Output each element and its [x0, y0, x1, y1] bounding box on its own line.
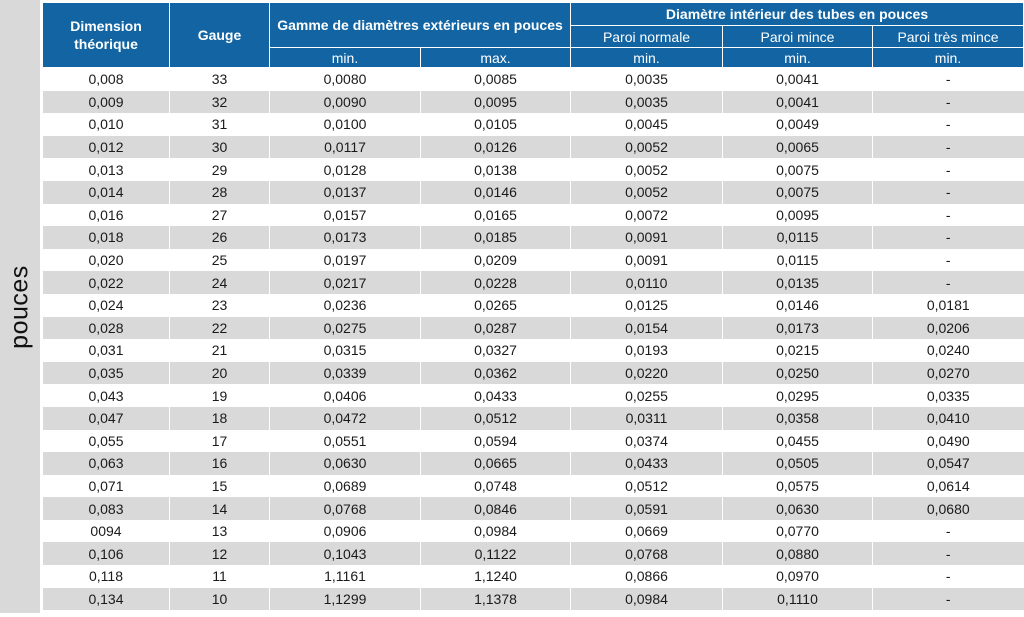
cell-od-min: 0,0275 [270, 317, 421, 340]
cell-gauge: 23 [170, 294, 270, 317]
cell-od-max: 0,0228 [421, 271, 571, 294]
cell-id-normal-min: 0,0768 [571, 542, 723, 565]
cell-id-normal-min: 0,0669 [571, 520, 723, 543]
cell-id-thin-min: 0,0146 [723, 294, 873, 317]
cell-nominal: 0,008 [43, 68, 170, 91]
cell-id-normal-min: 0,0125 [571, 294, 723, 317]
cell-od-max: 0,0105 [421, 113, 571, 136]
cell-nominal: 0,013 [43, 158, 170, 181]
cell-od-min: 0,0236 [270, 294, 421, 317]
header-wall-normal: Paroi normale [571, 26, 723, 48]
cell-id-extra-thin-min: - [873, 588, 1024, 611]
cell-od-min: 0,0768 [270, 497, 421, 520]
cell-id-thin-min: 0,0041 [723, 91, 873, 114]
cell-id-normal-min: 0,0255 [571, 384, 723, 407]
cell-od-min: 0,0472 [270, 407, 421, 430]
cell-nominal: 0,024 [43, 294, 170, 317]
cell-od-max: 0,0126 [421, 136, 571, 159]
cell-od-max: 0,0085 [421, 68, 571, 91]
cell-nominal: 0,134 [43, 588, 170, 611]
cell-id-extra-thin-min: 0,0680 [873, 497, 1024, 520]
cell-id-extra-thin-min: - [873, 565, 1024, 588]
table-row [43, 384, 1024, 407]
cell-od-max: 0,0095 [421, 91, 571, 114]
cell-od-min: 0,0197 [270, 249, 421, 272]
cell-od-min: 0,0406 [270, 384, 421, 407]
cell-od-min: 0,0906 [270, 520, 421, 543]
cell-id-thin-min: 0,0095 [723, 204, 873, 227]
cell-gauge: 29 [170, 158, 270, 181]
cell-id-thin-min: 0,0575 [723, 475, 873, 498]
table-row [43, 249, 1024, 272]
cell-gauge: 33 [170, 68, 270, 91]
cell-id-extra-thin-min: - [873, 204, 1024, 227]
header-od-max: max. [421, 48, 571, 68]
cell-od-max: 0,0165 [421, 204, 571, 227]
table-row [43, 362, 1024, 385]
cell-id-thin-min: 0,0115 [723, 226, 873, 249]
header-wall-thin: Paroi mince [723, 26, 873, 48]
cell-id-extra-thin-min: - [873, 136, 1024, 159]
table-row [43, 158, 1024, 181]
cell-id-thin-min: 0,0455 [723, 430, 873, 453]
cell-od-min: 0,0080 [270, 68, 421, 91]
cell-id-extra-thin-min: - [873, 113, 1024, 136]
cell-od-max: 0,0594 [421, 430, 571, 453]
cell-id-thin-min: 0,0250 [723, 362, 873, 385]
cell-id-normal-min: 0,0091 [571, 249, 723, 272]
cell-nominal: 0,018 [43, 226, 170, 249]
header-id-normal-min: min. [571, 48, 723, 68]
cell-id-thin-min: 0,0075 [723, 158, 873, 181]
cell-od-min: 0,0090 [270, 91, 421, 114]
cell-nominal: 0,014 [43, 181, 170, 204]
cell-id-normal-min: 0,0072 [571, 204, 723, 227]
cell-od-max: 0,0748 [421, 475, 571, 498]
cell-od-max: 0,0327 [421, 339, 571, 362]
cell-id-normal-min: 0,0154 [571, 317, 723, 340]
cell-nominal: 0,055 [43, 430, 170, 453]
cell-nominal: 0,083 [43, 497, 170, 520]
cell-od-max: 0,0984 [421, 520, 571, 543]
cell-od-min: 0,0117 [270, 136, 421, 159]
cell-gauge: 18 [170, 407, 270, 430]
table-row [43, 407, 1024, 430]
header-od-min: min. [270, 48, 421, 68]
cell-id-normal-min: 0,0052 [571, 158, 723, 181]
cell-od-max: 0,0265 [421, 294, 571, 317]
cell-gauge: 16 [170, 452, 270, 475]
table-row [43, 271, 1024, 294]
cell-id-normal-min: 0,0512 [571, 475, 723, 498]
cell-id-normal-min: 0,0035 [571, 91, 723, 114]
cell-id-extra-thin-min: 0,0410 [873, 407, 1024, 430]
cell-gauge: 13 [170, 520, 270, 543]
cell-id-extra-thin-min: 0,0181 [873, 294, 1024, 317]
table-row [43, 430, 1024, 453]
header-nominal: Dimension théorique [43, 3, 170, 68]
cell-nominal: 0,009 [43, 91, 170, 114]
cell-nominal: 0,028 [43, 317, 170, 340]
cell-od-max: 0,0665 [421, 452, 571, 475]
cell-id-extra-thin-min: - [873, 91, 1024, 114]
cell-id-thin-min: 0,0049 [723, 113, 873, 136]
cell-od-max: 0,0287 [421, 317, 571, 340]
cell-nominal: 0094 [43, 520, 170, 543]
cell-id-normal-min: 0,0591 [571, 497, 723, 520]
cell-gauge: 31 [170, 113, 270, 136]
cell-id-thin-min: 0,0630 [723, 497, 873, 520]
cell-nominal: 0,118 [43, 565, 170, 588]
cell-id-thin-min: 0,0173 [723, 317, 873, 340]
header-wall-extra-thin: Paroi très mince [873, 26, 1024, 48]
cell-id-normal-min: 0,0193 [571, 339, 723, 362]
table-row [43, 91, 1024, 114]
cell-id-extra-thin-min: - [873, 68, 1024, 91]
cell-id-thin-min: 0,0970 [723, 565, 873, 588]
cell-od-min: 0,0315 [270, 339, 421, 362]
cell-od-min: 0,0173 [270, 226, 421, 249]
cell-id-normal-min: 0,0220 [571, 362, 723, 385]
table-row [43, 588, 1024, 611]
table-row [43, 68, 1024, 91]
cell-od-min: 0,0689 [270, 475, 421, 498]
cell-od-max: 1,1240 [421, 565, 571, 588]
cell-nominal: 0,043 [43, 384, 170, 407]
cell-id-normal-min: 0,0433 [571, 452, 723, 475]
cell-id-extra-thin-min: - [873, 520, 1024, 543]
table-row [43, 136, 1024, 159]
table-row [43, 339, 1024, 362]
cell-id-thin-min: 0,0065 [723, 136, 873, 159]
table-row [43, 497, 1024, 520]
cell-id-thin-min: 0,0075 [723, 181, 873, 204]
tube-dimensions-table [42, 2, 1024, 610]
cell-gauge: 14 [170, 497, 270, 520]
table-row [43, 520, 1024, 543]
header-od-group: Gamme de diamètres extérieurs en pouces [270, 3, 571, 48]
header-gauge: Gauge [170, 3, 270, 68]
cell-gauge: 11 [170, 565, 270, 588]
cell-id-thin-min: 0,0295 [723, 384, 873, 407]
cell-gauge: 20 [170, 362, 270, 385]
cell-od-max: 0,0433 [421, 384, 571, 407]
table-row [43, 317, 1024, 340]
cell-id-extra-thin-min: - [873, 181, 1024, 204]
cell-od-min: 0,0137 [270, 181, 421, 204]
cell-gauge: 26 [170, 226, 270, 249]
cell-id-extra-thin-min: 0,0206 [873, 317, 1024, 340]
cell-od-max: 0,0846 [421, 497, 571, 520]
cell-gauge: 25 [170, 249, 270, 272]
header-id-extra-thin-min: min. [873, 48, 1024, 68]
header-id-group: Diamètre intérieur des tubes en pouces [571, 3, 1024, 26]
table-row [43, 204, 1024, 227]
cell-id-thin-min: 0,0135 [723, 271, 873, 294]
cell-gauge: 30 [170, 136, 270, 159]
cell-id-thin-min: 0,0358 [723, 407, 873, 430]
cell-od-min: 0,0551 [270, 430, 421, 453]
cell-nominal: 0,035 [43, 362, 170, 385]
unit-side-label [0, 0, 40, 613]
cell-nominal: 0,016 [43, 204, 170, 227]
table-row [43, 226, 1024, 249]
cell-od-min: 1,1161 [270, 565, 421, 588]
cell-nominal: 0,063 [43, 452, 170, 475]
cell-id-extra-thin-min: 0,0614 [873, 475, 1024, 498]
table-row [43, 452, 1024, 475]
cell-id-normal-min: 0,0110 [571, 271, 723, 294]
table-header [43, 3, 1024, 68]
table-row [43, 113, 1024, 136]
cell-id-normal-min: 0,0091 [571, 226, 723, 249]
cell-gauge: 12 [170, 542, 270, 565]
table-row [43, 542, 1024, 565]
cell-gauge: 21 [170, 339, 270, 362]
cell-id-extra-thin-min: - [873, 271, 1024, 294]
cell-id-normal-min: 0,0035 [571, 68, 723, 91]
cell-id-thin-min: 0,0770 [723, 520, 873, 543]
cell-od-min: 0,0100 [270, 113, 421, 136]
table-row [43, 475, 1024, 498]
cell-nominal: 0,106 [43, 542, 170, 565]
cell-id-extra-thin-min: 0,0490 [873, 430, 1024, 453]
cell-od-min: 0,0217 [270, 271, 421, 294]
cell-gauge: 17 [170, 430, 270, 453]
cell-id-normal-min: 0,0052 [571, 136, 723, 159]
cell-id-thin-min: 0,1110 [723, 588, 873, 611]
cell-gauge: 19 [170, 384, 270, 407]
cell-nominal: 0,010 [43, 113, 170, 136]
cell-gauge: 24 [170, 271, 270, 294]
cell-od-min: 1,1299 [270, 588, 421, 611]
cell-nominal: 0,071 [43, 475, 170, 498]
table-body [43, 68, 1024, 611]
table-row [43, 181, 1024, 204]
cell-id-normal-min: 0,0866 [571, 565, 723, 588]
cell-od-max: 0,0185 [421, 226, 571, 249]
cell-id-extra-thin-min: - [873, 249, 1024, 272]
cell-id-extra-thin-min: 0,0270 [873, 362, 1024, 385]
cell-gauge: 15 [170, 475, 270, 498]
cell-od-max: 0,0209 [421, 249, 571, 272]
cell-id-thin-min: 0,0505 [723, 452, 873, 475]
cell-id-thin-min: 0,0215 [723, 339, 873, 362]
cell-id-thin-min: 0,0041 [723, 68, 873, 91]
cell-od-min: 0,0128 [270, 158, 421, 181]
cell-id-normal-min: 0,0984 [571, 588, 723, 611]
cell-gauge: 32 [170, 91, 270, 114]
cell-od-min: 0,1043 [270, 542, 421, 565]
cell-nominal: 0,047 [43, 407, 170, 430]
cell-od-max: 0,0138 [421, 158, 571, 181]
cell-id-extra-thin-min: - [873, 542, 1024, 565]
cell-id-extra-thin-min: 0,0335 [873, 384, 1024, 407]
cell-id-extra-thin-min: - [873, 158, 1024, 181]
table-row [43, 294, 1024, 317]
table-row [43, 565, 1024, 588]
cell-id-thin-min: 0,0880 [723, 542, 873, 565]
cell-od-max: 0,0146 [421, 181, 571, 204]
cell-gauge: 22 [170, 317, 270, 340]
cell-nominal: 0,031 [43, 339, 170, 362]
cell-od-min: 0,0157 [270, 204, 421, 227]
cell-gauge: 28 [170, 181, 270, 204]
cell-id-extra-thin-min: 0,0240 [873, 339, 1024, 362]
cell-od-max: 1,1378 [421, 588, 571, 611]
cell-id-normal-min: 0,0052 [571, 181, 723, 204]
cell-od-max: 0,0362 [421, 362, 571, 385]
cell-od-max: 0,0512 [421, 407, 571, 430]
cell-gauge: 27 [170, 204, 270, 227]
cell-od-min: 0,0630 [270, 452, 421, 475]
cell-nominal: 0,012 [43, 136, 170, 159]
cell-od-max: 0,1122 [421, 542, 571, 565]
header-id-thin-min: min. [723, 48, 873, 68]
cell-id-extra-thin-min: 0,0547 [873, 452, 1024, 475]
cell-id-extra-thin-min: - [873, 226, 1024, 249]
cell-nominal: 0,020 [43, 249, 170, 272]
cell-id-normal-min: 0,0311 [571, 407, 723, 430]
cell-id-normal-min: 0,0374 [571, 430, 723, 453]
cell-gauge: 10 [170, 588, 270, 611]
unit-side-label-text: pouces [5, 264, 34, 349]
cell-id-normal-min: 0,0045 [571, 113, 723, 136]
cell-od-min: 0,0339 [270, 362, 421, 385]
cell-nominal: 0,022 [43, 271, 170, 294]
cell-id-thin-min: 0,0115 [723, 249, 873, 272]
